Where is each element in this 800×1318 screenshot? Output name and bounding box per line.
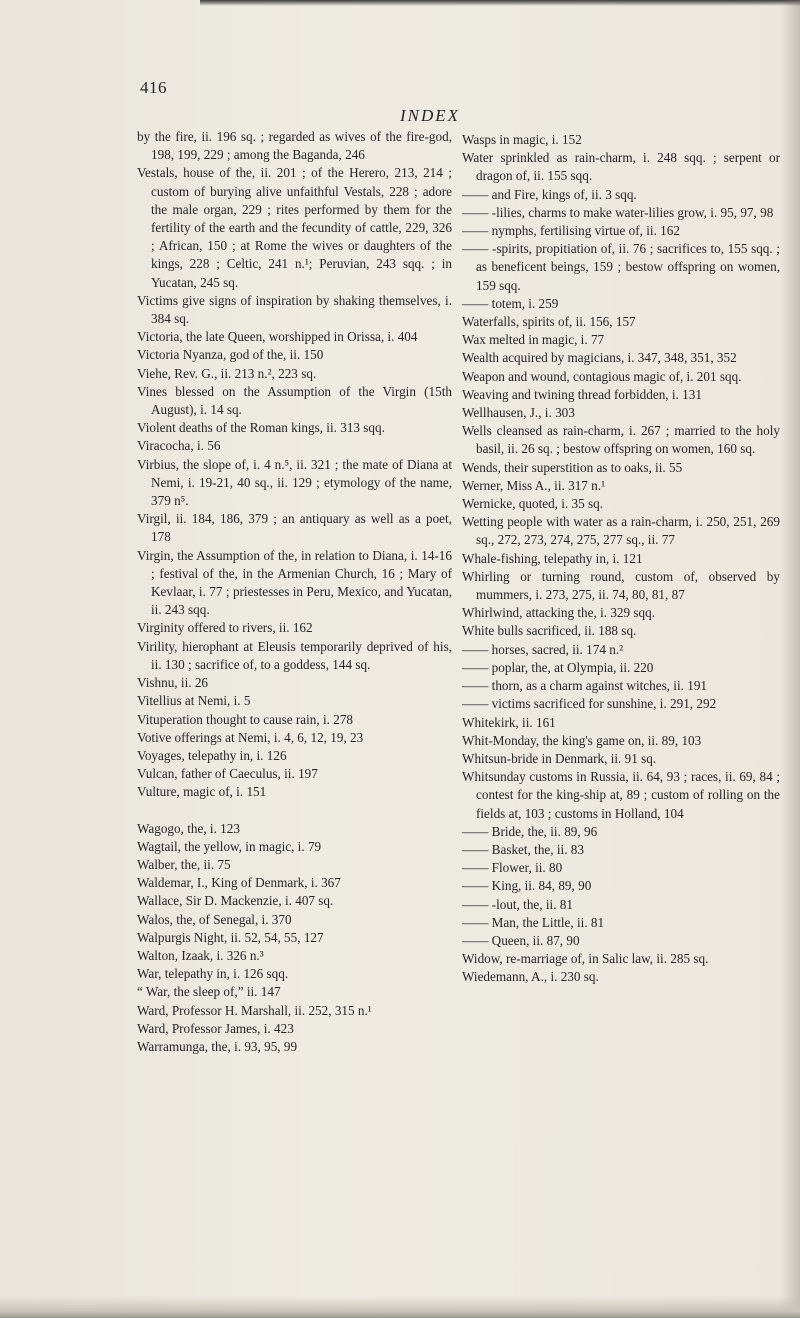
index-entry: Viehe, Rev. G., ii. 213 n.², 223 sq. — [137, 365, 317, 381]
index-entry: Wells cleansed as rain-charm, i. 267 ; married to the holy basil, ii. 26 sq. ; bestow offspring on women, 160 sq. — [462, 423, 780, 457]
index-entry: Virginity offered to rivers, ii. 162 — [137, 620, 313, 636]
index-entry: —— King, ii. 84, 89, 90 — [462, 878, 592, 894]
index-entry: —— horses, sacred, ii. 174 n.² — [462, 641, 624, 657]
index-entry: Ward, Professor James, i. 423 — [137, 1020, 294, 1036]
index-entry: Waterfalls, spirits of, ii. 156, 157 — [462, 314, 636, 330]
index-entry: Wasps in magic, i. 152 — [462, 132, 582, 147]
index-entry: Waldemar, I., King of Denmark, i. 367 — [137, 875, 341, 891]
index-entry: —— Basket, the, ii. 83 — [462, 841, 584, 857]
index-entry: Whitsun-bride in Denmark, ii. 91 sq. — [462, 750, 657, 766]
index-entry: —— and Fire, kings of, ii. 3 sqq. — [462, 186, 637, 202]
index-entry: Wax melted in magic, i. 77 — [462, 332, 605, 348]
index-entry: Vishnu, ii. 26 — [137, 675, 209, 691]
index-entry: Walos, the, of Senegal, i. 370 — [137, 911, 292, 927]
section-gap — [137, 802, 452, 820]
page-top-edge — [200, 0, 800, 6]
index-entry: Vulcan, father of Caeculus, ii. 197 — [137, 766, 318, 782]
index-entry: Weaving and twining thread forbidden, i. 131 — [462, 386, 702, 402]
index-column-right — [462, 131, 780, 987]
index-entry: Virgin, the Assumption of the, in relation to Diana, i. 14-16 ; festival of the, in the Armenian Church, 16 ; Mary of Kevlaar, i. 77 ; priestesses in Peru, Mexico, and Yucatan, ii. 243 sqq. — [137, 547, 452, 618]
index-entry: Wetting people with water as a rain-charm, i. 250, 251, 269 sq., 272, 273, 274, 275, 277 sq., ii. 77 — [462, 514, 780, 548]
index-entry: —— nymphs, fertilising virtue of, ii. 162 — [462, 223, 680, 239]
index-entry: Whitekirk, ii. 161 — [462, 714, 556, 730]
index-entry: Vulture, magic of, i. 151 — [137, 784, 267, 800]
index-entry: Whit-Monday, the king's game on, ii. 89, 103 — [462, 732, 702, 748]
index-entry: Virility, hierophant at Eleusis temporarily deprived of his, ii. 130 ; sacrifice of, to a goddess, 144 sq. — [137, 638, 452, 672]
page-right-shadow — [780, 0, 800, 1318]
index-entry: Ward, Professor H. Marshall, ii. 252, 315 n.¹ — [137, 1002, 372, 1018]
index-entry: Whitsunday customs in Russia, ii. 64, 93 ; races, ii. 69, 84 ; contest for the king-ship at, 89 ; custom of rolling on the fields at, 103 ; customs in Holland, 104 — [462, 769, 780, 821]
index-entry: Wagogo, the, i. 123 — [137, 820, 240, 836]
index-entry: Vestals, house of the, ii. 201 ; of the Herero, 213, 214 ; custom of burying alive unfaithful Vestals, 228 ; adore the male organ, 229 ; rites performed by them for the fertility of the earth and the fecundity of cattle, 229, 326 ; African, 150 ; at Rome the wives or daughters of the kings, 228 ; Celtic, 241 n.¹; Peruvian, 243 sqq. ; in Yucatan, 245 sq. — [137, 165, 452, 290]
index-entry: —— -lout, the, ii. 81 — [462, 896, 573, 912]
index-entry: “ War, the sleep of,” ii. 147 — [137, 984, 281, 1000]
index-entry: —— victims sacrificed for sunshine, i. 291, 292 — [462, 696, 717, 712]
index-entry: —— thorn, as a charm against witches, ii. 191 — [462, 678, 708, 694]
index-entry: Wallace, Sir D. Mackenzie, i. 407 sq. — [137, 893, 334, 909]
index-entry: Virgil, ii. 184, 186, 379 ; an antiquary as well as a poet, 178 — [137, 511, 452, 545]
index-entry: Wends, their superstition as to oaks, ii. 55 — [462, 459, 683, 475]
index-entry: Voyages, telepathy in, i. 126 — [137, 747, 287, 763]
index-entry: Whale-fishing, telepathy in, i. 121 — [462, 550, 643, 566]
index-entry: Violent deaths of the Roman kings, ii. 313 sqq. — [137, 420, 385, 436]
running-head: INDEX — [400, 106, 461, 125]
index-entry: Wiedemann, A., i. 230 sq. — [462, 969, 599, 985]
index-entry: Victoria, the late Queen, worshipped in Orissa, i. 404 — [137, 329, 418, 345]
index-entry: Walber, the, ii. 75 — [137, 856, 231, 872]
index-entry: —— totem, i. 259 — [462, 295, 559, 311]
index-entry: Virbius, the slope of, i. 4 n.⁵, ii. 321 ; the mate of Diana at Nemi, i. 19-21, 40 sq., ii. 129 ; etymology of the name, 379 n⁵. — [137, 456, 452, 509]
index-entry: —— -spirits, propitiation of, ii. 76 ; sacrifices to, 155 sqq. ; as beneficent beings, 159 ; bestow offspring on women, 159 sqq. — [462, 241, 780, 293]
index-entry: Widow, re-marriage of, in Salic law, ii. 285 sq. — [462, 951, 709, 967]
index-entry: Whirling or turning round, custom of, observed by mummers, i. 273, 275, ii. 74, 80, 81, 87 — [462, 568, 780, 603]
index-entry: Vitellius at Nemi, i. 5 — [137, 693, 251, 709]
index-entry: Weapon and wound, contagious magic of, i. 201 sqq. — [462, 368, 742, 384]
index-entry: Warramunga, the, i. 93, 95, 99 — [137, 1038, 298, 1054]
index-entry: War, telepathy in, i. 126 sqq. — [137, 966, 289, 982]
index-entry: Victims give signs of inspiration by shaking themselves, i. 384 sq. — [137, 292, 452, 327]
index-entry: —— Flower, ii. 80 — [462, 860, 563, 876]
index-entry: —— poplar, the, at Olympia, ii. 220 — [462, 659, 654, 675]
index-entry: Wellhausen, J., i. 303 — [462, 405, 575, 421]
index-entry: Walpurgis Night, ii. 52, 54, 55, 127 — [137, 929, 324, 945]
index-entry: Wagtail, the yellow, in magic, i. 79 — [137, 838, 322, 854]
index-entry: Vituperation thought to cause rain, i. 278 — [137, 711, 354, 727]
index-entry: Viracocha, i. 56 — [137, 438, 221, 454]
index-entry: Wealth acquired by magicians, i. 347, 348, 351, 352 — [462, 350, 737, 366]
index-entry: —— Bride, the, ii. 89, 96 — [462, 823, 598, 839]
index-entry: —— -lilies, charms to make water-lilies grow, i. 95, 97, 98 — [462, 204, 774, 220]
index-entry: Wernicke, quoted, i. 35 sq. — [462, 496, 604, 512]
index-entry: Water sprinkled as rain-charm, i. 248 sqq. ; serpent or dragon of, ii. 155 sqq. — [462, 150, 780, 184]
index-entry: —— Queen, ii. 87, 90 — [462, 932, 580, 948]
index-entry: Victoria Nyanza, god of the, ii. 150 — [137, 347, 324, 363]
index-column-left — [137, 128, 452, 1056]
index-entry: by the fire, ii. 196 sq. ; regarded as wives of the fire-god, 198, 199, 229 ; among the Baganda, 246 — [137, 129, 452, 163]
index-entry: Vines blessed on the Assumption of the Virgin (15th August), i. 14 sq. — [137, 383, 452, 418]
index-entry: Votive offerings at Nemi, i. 4, 6, 12, 19, 23 — [137, 729, 364, 745]
index-entry: Whirlwind, attacking the, i. 329 sqq. — [462, 605, 656, 621]
page-bottom-edge — [0, 1296, 800, 1318]
index-entry: —— Man, the Little, ii. 81 — [462, 914, 605, 930]
index-entry: Werner, Miss A., ii. 317 n.¹ — [462, 477, 606, 493]
index-entry: White bulls sacrificed, ii. 188 sq. — [462, 623, 637, 639]
page-number: 416 — [140, 78, 167, 97]
index-entry: Walton, Izaak, i. 326 n.³ — [137, 947, 264, 963]
